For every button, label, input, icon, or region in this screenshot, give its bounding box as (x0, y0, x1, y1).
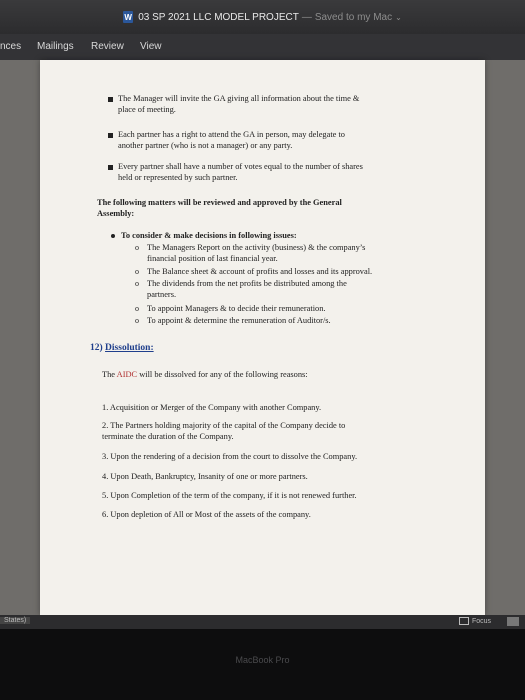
document-page[interactable] (40, 60, 485, 615)
round-bullet (111, 234, 115, 238)
circle-bullet: o (135, 304, 139, 313)
heading-line: The following matters will be reviewed and approved by the General (97, 198, 342, 207)
sub-item (147, 278, 347, 300)
reason-line: 3. Upon the rendering of a decision from the court to dissolve the Company. (102, 452, 358, 461)
word-document-icon: W (124, 12, 132, 22)
reason-line: 6. Upon depletion of All or Most of the assets of the company. (102, 510, 311, 519)
intro-suffix: will be dissolved for any of the following reasons: (137, 370, 308, 379)
tab-review[interactable]: Review (91, 41, 124, 52)
window-title-bar (0, 0, 525, 34)
reason-line: terminate the duration of the Company. (102, 432, 234, 441)
entity-name: AIDC (116, 370, 138, 379)
bullet-line: Each partner has a right to attend the GA in person, may delegate to (118, 130, 345, 139)
sub-item-line: To appoint Managers & to decide their remuneration. (147, 304, 326, 313)
tab-mailings[interactable]: Mailings (37, 41, 74, 52)
print-layout-icon[interactable] (507, 617, 519, 626)
reason-item (102, 420, 345, 442)
bullet-line: The Manager will invite the GA giving all information about the time & (118, 94, 360, 103)
sub-item-line: The dividends from the net profits be distributed among the (147, 279, 347, 288)
tab-references[interactable]: nces (0, 41, 22, 52)
circle-bullet: o (135, 267, 139, 276)
save-status: Saved to my Mac (314, 11, 393, 23)
sub-item-line: To appoint & determine the remuneration of Auditor/s. (147, 316, 331, 325)
focus-icon (459, 617, 469, 625)
intro-prefix: The (102, 370, 117, 379)
bullet-line: held or represented by such partner. (118, 173, 238, 182)
square-bullet (108, 97, 113, 102)
laptop-bezel (0, 629, 525, 700)
sub-item (147, 303, 326, 314)
reason-line: 5. Upon Completion of the term of the company, if it is not renewed further. (102, 491, 357, 500)
reason-item (102, 471, 308, 482)
circle-bullet: o (135, 279, 139, 288)
sub-item (147, 315, 331, 326)
dissolution-intro (102, 369, 308, 380)
reason-item (102, 509, 311, 520)
section-heading-dissolution (90, 343, 154, 353)
section-number: 12) (90, 343, 103, 353)
brand-label: MacBook Pro (235, 655, 290, 665)
ribbon-tab-bar (0, 34, 525, 60)
sub-item-line: partners. (147, 290, 177, 299)
title-separator: — (301, 11, 312, 23)
heading-line: Assembly: (97, 209, 135, 218)
square-bullet (108, 165, 113, 170)
bullet-line: another partner (who is not a manager) or any party. (118, 141, 293, 150)
circle-bullet: o (135, 243, 139, 252)
sub-item (147, 242, 365, 264)
document-title: 03 SP 2021 LLC MODEL PROJECT (138, 11, 299, 23)
reason-line: 1. Acquisition or Merger of the Company with another Company. (102, 403, 322, 412)
document-workspace (0, 60, 525, 615)
reason-item (102, 490, 357, 501)
focus-button[interactable] (459, 617, 491, 625)
sub-item-line: financial position of last financial year. (147, 254, 278, 263)
bullet-text (118, 161, 363, 183)
sub-item-line: The Managers Report on the activity (business) & the company’s (147, 243, 366, 252)
square-bullet (108, 133, 113, 138)
tab-view[interactable]: View (140, 41, 162, 52)
focus-label: Focus (471, 617, 491, 625)
sub-item-line: The Balance sheet & account of profits and losses and its approval. (147, 267, 373, 276)
reason-line: 4. Upon Death, Bankruptcy, Insanity of one or more partners. (102, 472, 308, 481)
reason-line: 2. The Partners holding majority of the capital of the Company decide to (102, 421, 346, 430)
circle-bullet: o (135, 316, 139, 325)
reason-item (102, 451, 357, 462)
section-title: Dissolution: (105, 343, 154, 353)
language-indicator[interactable]: States) (0, 617, 30, 624)
chevron-down-icon[interactable]: ⌄ (395, 12, 402, 22)
status-bar (0, 615, 525, 629)
consider-item: To consider & make decisions in following issues: (121, 231, 297, 240)
matters-heading (97, 197, 342, 219)
bullet-text (118, 129, 345, 151)
bullet-line: place of meeting. (118, 105, 176, 114)
bullet-text (118, 93, 359, 115)
reason-item (102, 402, 321, 413)
bullet-line: Every partner shall have a number of votes equal to the number of shares (118, 162, 363, 171)
sub-item (147, 266, 372, 277)
